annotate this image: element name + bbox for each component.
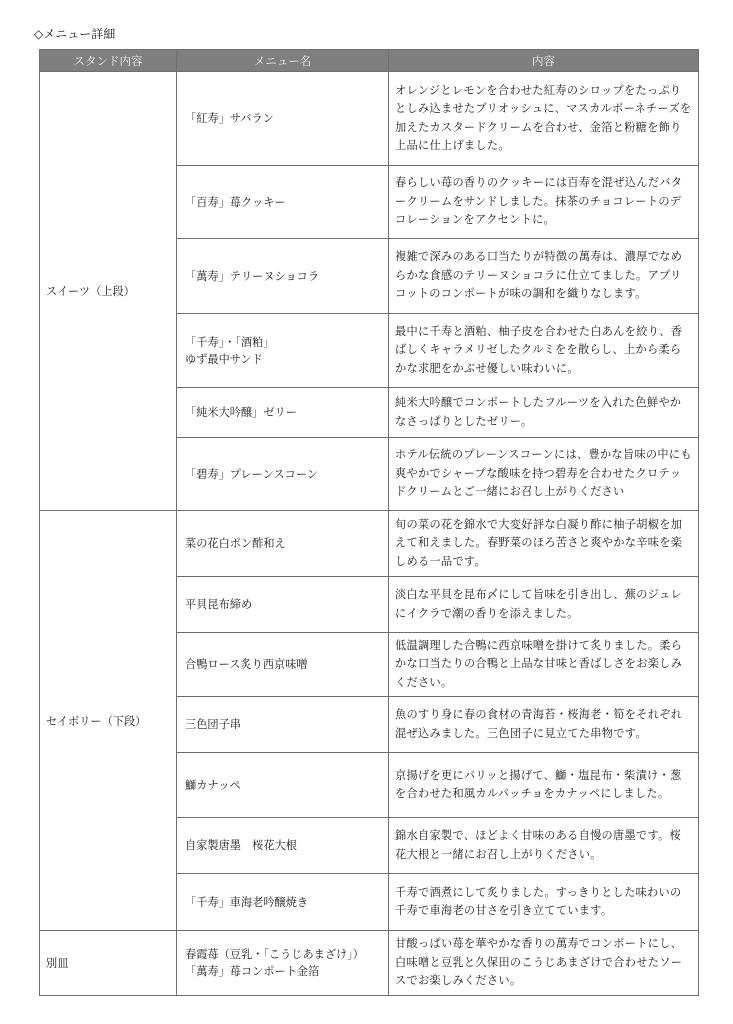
table-row	[40, 931, 699, 996]
page-title: ◇メニュー詳細	[34, 27, 116, 41]
menu-description: 純米大吟醸でコンポートしたフルーツを入れた色鮮やかなさっぱりとしたゼリー。	[389, 388, 699, 438]
table-row	[40, 511, 699, 577]
menu-name: 「萬寿」テリーヌショコラ	[177, 239, 389, 314]
header-content: 内容	[389, 50, 699, 72]
category-savory: セイボリー（下段）	[40, 511, 177, 931]
menu-name: 「純米大吟醸」ゼリー	[177, 388, 389, 438]
menu-description: 旬の菜の花を錦水で大変好評な白凝り酢に柚子胡椒を加えて和えました。春野菜のほろ苦さと爽やかな辛味を楽しめる一品です。	[389, 511, 699, 577]
menu-description: ホテル伝統のプレーンスコーンには、豊かな旨味の中にも爽やかでシャープな酸味を持つ碧寿を合わせたクロテッドクリームとご一緒にお召し上がりください	[389, 438, 699, 511]
menu-description: 魚のすり身に春の食材の青海苔・桜海老・筍をそれぞれ混ぜ込みました。三色団子に見立てた串物です。	[389, 697, 699, 753]
header-stand-content: スタンド内容	[40, 50, 177, 72]
header-menu-name: メニュー名	[177, 50, 389, 72]
menu-description: 千寿で酒煮にして炙りました。すっきりとした味わいの千寿で車海老の甘さを引き立てています。	[389, 874, 699, 931]
menu-description: オレンジとレモンを合わせた紅寿のシロップをたっぷりとしみ込ませたブリオッシュに、マスカルポーネチーズを加えたカスタードクリームを合わせ、金箔と粉糖を飾り上品に仕上げました。	[389, 72, 699, 166]
menu-name: 「紅寿」サバラン	[177, 72, 389, 166]
menu-name: 「碧寿」プレーンスコーン	[177, 438, 389, 511]
menu-description: 淡白な平貝を昆布〆にして旨味を引き出し、蕪のジュレにイクラで潮の香りを添えました。	[389, 577, 699, 633]
menu-description: 甘酸っぱい苺を華やかな香りの萬寿でコンポートにし、白味噌と豆乳と久保田のこうじあまざけで合わせたソースでお楽しみください。	[389, 931, 699, 996]
menu-detail-table	[39, 49, 699, 996]
menu-name: 「千寿」車海老吟醸焼き	[177, 874, 389, 931]
menu-name: 三色団子串	[177, 697, 389, 753]
menu-description: 春らしい苺の香りのクッキーには百寿を混ぜ込んだバタークリームをサンドしました。抹茶のチョコレートのデコレーションをアクセントに。	[389, 166, 699, 239]
menu-description: 複雑で深みのある口当たりが特徴の萬寿は、濃厚でなめらかな食感のテリーヌショコラに仕立てました。アプリコットのコンポートが味の調和を織りなします。	[389, 239, 699, 314]
menu-name: 菜の花白ポン酢和え	[177, 511, 389, 577]
table-row	[40, 72, 699, 166]
menu-name: 「百寿」苺クッキー	[177, 166, 389, 239]
menu-description: 低温調理した合鴨に西京味噌を掛けて炙りました。柔らかな口当たりの合鴨と上品な甘味と香ばしさをお楽しみください。	[389, 633, 699, 697]
category-separate-plate: 別皿	[40, 931, 177, 996]
table-header-row	[40, 50, 699, 72]
menu-description: 最中に千寿と酒粕、柚子皮を合わせた白あんを絞り、香ばしくキャラメリゼしたクルミをを散らし、上から柔らかな求肥をかぶせ優しい味わいに。	[389, 314, 699, 388]
menu-name: 鰤カナッペ	[177, 753, 389, 818]
menu-name: 合鴨ロース炙り西京味噌	[177, 633, 389, 697]
menu-name: 春霞苺（豆乳・「こうじあまざけ」） 「萬寿」苺コンポート金箔	[177, 931, 389, 996]
menu-name: 自家製唐墨 桜花大根	[177, 818, 389, 874]
menu-description: 京揚げを更にパリッと揚げて、鰤・塩昆布・柴漬け・葱を合わせた和風カルパッチョをカナッペにしました。	[389, 753, 699, 818]
menu-name: 平貝昆布締め	[177, 577, 389, 633]
menu-description: 錦水自家製で、ほどよく甘味のある自慢の唐墨です。桜花大根と一緒にお召し上がりください。	[389, 818, 699, 874]
category-sweets: スイーツ（上段）	[40, 72, 177, 511]
menu-name: 「千寿」・「酒粕」 ゆず最中サンド	[177, 314, 389, 388]
